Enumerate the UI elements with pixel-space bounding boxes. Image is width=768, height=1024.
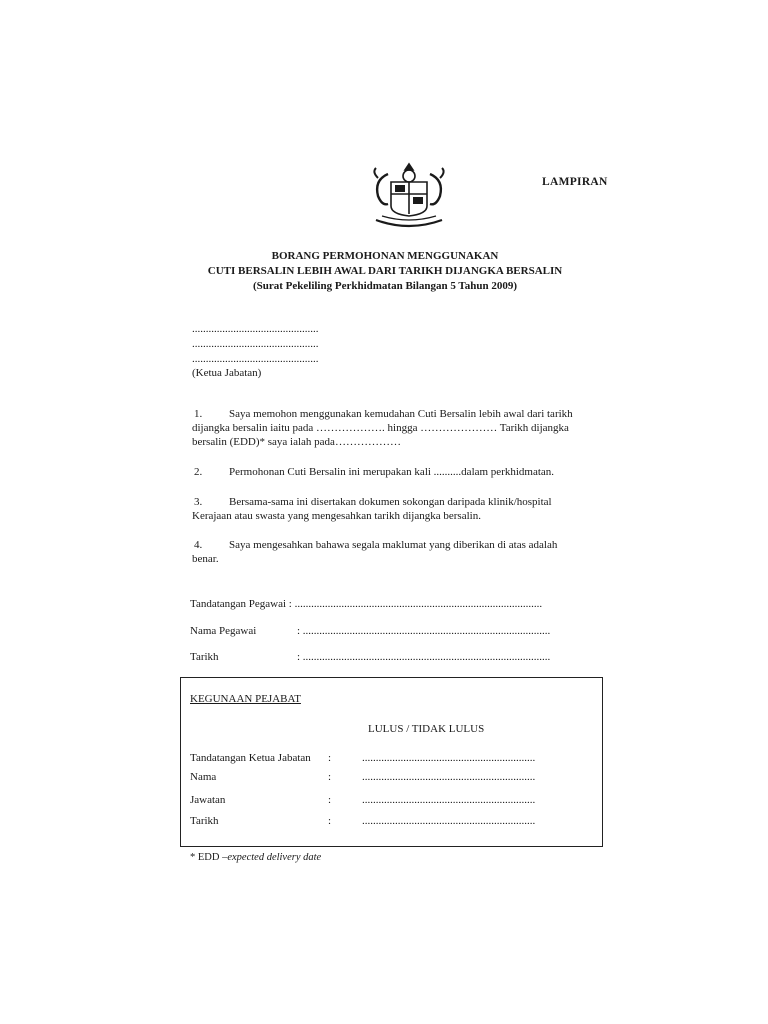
office-name-label: Nama [190, 771, 217, 783]
item-4-line-2: benar. [192, 553, 219, 565]
office-position-field: ............................................................... [362, 794, 536, 806]
item-2-number: 2. [194, 466, 203, 478]
head-signature-field: ............................................................... [362, 752, 536, 764]
item-3-number: 3. [194, 496, 203, 508]
date-label: Tarikh [190, 651, 219, 663]
item-1-line-2: dijangka bersalin iaitu pada ………………. hingga ………………… Tarikh dijangka [192, 422, 569, 434]
address-line-3: .............................................. [192, 353, 319, 365]
officer-name-label: Nama Pegawai [190, 625, 257, 637]
malaysia-coat-of-arms-icon [366, 160, 452, 232]
item-4-line-1: Saya mengesahkan bahawa segala maklumat yang diberikan di atas adalah [229, 539, 558, 551]
item-2-text: Permohonan Cuti Bersalin ini merupakan kali ..........dalam perkhidmatan. [229, 466, 555, 478]
item-3-line-2: Kerajaan atau swasta yang mengesahkan tarikh dijangka bersalin. [192, 510, 481, 522]
office-position-label: Jawatan [190, 794, 226, 806]
office-position-colon: : [328, 794, 332, 806]
address-line-2: .............................................. [192, 338, 319, 350]
head-signature-colon: : [328, 752, 332, 764]
form-title-line2: CUTI BERSALIN LEBIH AWAL DARI TARIKH DIJANGKA BERSALIN [207, 265, 563, 277]
footnote [190, 852, 321, 863]
item-1-line-3: bersalin (EDD)* saya ialah pada……………… [192, 436, 401, 448]
office-date-field: ............................................................... [362, 815, 536, 827]
approval-status: LULUS / TIDAK LULUS [368, 723, 485, 735]
item-1-line-1: Saya memohon menggunakan kemudahan Cuti Bersalin lebih awal dari tarikh [229, 408, 573, 420]
footnote-italic: expected delivery date [227, 852, 322, 863]
item-4-number: 4. [194, 539, 203, 551]
footnote-prefix: * EDD – [190, 852, 228, 863]
office-name-colon: : [328, 771, 332, 783]
date-field: : .......................................................................................... [297, 651, 551, 663]
form-title-line1: BORANG PERMOHONAN MENGGUNAKAN [271, 250, 499, 262]
form-title-line3: (Surat Pekeliling Perkhidmatan Bilangan 5 Tahun 2009) [252, 280, 518, 292]
office-name-field: ............................................................... [362, 771, 536, 783]
officer-name-field: : .......................................................................................... [297, 625, 551, 637]
item-3-line-1: Bersama-sama ini disertakan dokumen sokongan daripada klinik/hospital [229, 496, 552, 508]
office-use-heading: KEGUNAAN PEJABAT [190, 693, 301, 705]
attachment-label: LAMPIRAN [542, 176, 608, 188]
officer-signature-field: Tandatangan Pegawai : .......................................................................................... [190, 598, 543, 610]
office-date-label: Tarikh [190, 815, 219, 827]
head-signature-label: Tandatangan Ketua Jabatan [190, 752, 311, 764]
address-line-1: .............................................. [192, 323, 319, 335]
office-date-colon: : [328, 815, 332, 827]
item-1-number: 1. [194, 408, 203, 420]
recipient-label: (Ketua Jabatan) [192, 367, 262, 379]
